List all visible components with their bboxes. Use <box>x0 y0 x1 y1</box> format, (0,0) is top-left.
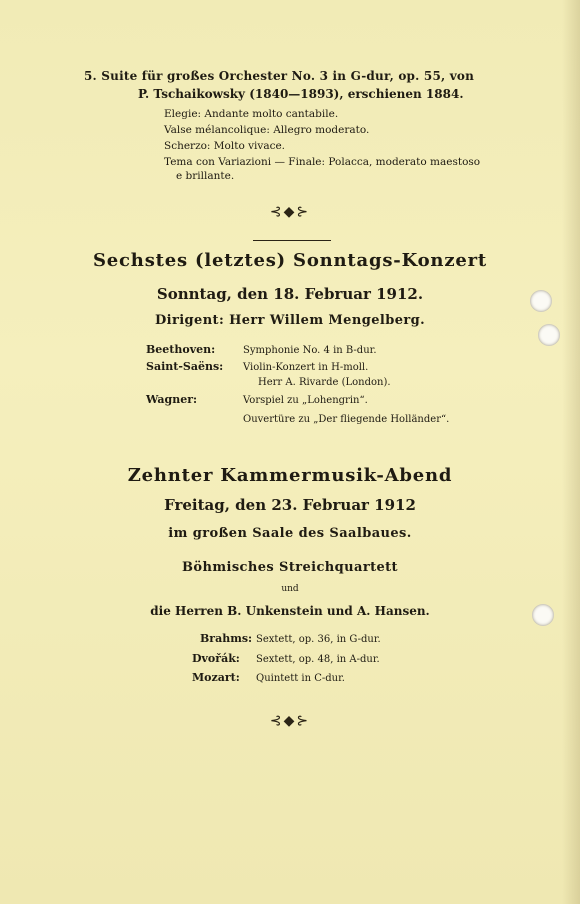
punch-hole <box>530 290 552 312</box>
ornament-divider-2: ⊰◆⊱ <box>269 713 311 729</box>
program-work: Violin-Konzert in H-moll. <box>243 362 369 373</box>
chamber10-ensemble: Böhmisches Streichquartett <box>182 560 398 575</box>
concert6-date: Sonntag, den 18. Februar 1912. <box>156 285 424 303</box>
program-work: Ouvertüre zu „Der fliegende Holländer“. <box>243 414 450 425</box>
ornament-divider-1: ⊰◆⊱ <box>269 204 311 220</box>
punch-hole <box>532 604 554 626</box>
item5-composer-line: P. Tschaikowsky (1840—1893), erschienen 1884. <box>138 87 464 101</box>
item5-heading: 5. Suite für großes Orchester No. 3 in G-dur, op. 55, von <box>84 69 475 83</box>
program-work: Quintett in C-dur. <box>256 673 345 684</box>
section-separator <box>253 240 331 241</box>
program-composer: Beethoven: <box>146 343 216 356</box>
program-composer: Mozart: <box>192 671 240 684</box>
movement-4: Tema con Variazioni — Finale: Polacca, moderato maestoso <box>164 156 481 168</box>
chamber10-title: Zehnter Kammermusik-Abend <box>127 465 453 486</box>
concert6-conductor: Dirigent: Herr Willem Mengelberg. <box>154 313 426 328</box>
conjunction-und: und <box>281 584 299 594</box>
program-composer: Brahms: <box>200 632 253 645</box>
program-work: Sextett, op. 48, in A-dur. <box>256 654 380 665</box>
movement-2: Valse mélancolique: Allegro moderato. <box>164 124 370 136</box>
program-composer: Dvořák: <box>192 652 240 665</box>
chamber10-venue: im großen Saale des Saalbaues. <box>168 526 412 541</box>
movement-3: Scherzo: Molto vivace. <box>164 140 286 152</box>
movement-1: Elegie: Andante molto cantabile. <box>164 108 339 120</box>
concert6-title: Sechstes (letztes) Sonntags-Konzert <box>93 250 487 271</box>
program-work: Vorspiel zu „Lohengrin“. <box>243 395 368 406</box>
punch-hole <box>538 324 560 346</box>
page-edge-shadow <box>562 0 580 904</box>
movement-4-cont: e brillante. <box>176 170 235 182</box>
program-composer: Saint-Saëns: <box>146 360 224 373</box>
program-soloist: Herr A. Rivarde (London). <box>258 377 391 388</box>
chamber10-date: Freitag, den 23. Februar 1912 <box>164 496 416 514</box>
program-composer: Wagner: <box>146 393 198 406</box>
program-work: Sextett, op. 36, in G-dur. <box>256 634 381 645</box>
chamber10-guests: die Herren B. Unkenstein und A. Hansen. <box>150 604 430 618</box>
program-work: Symphonie No. 4 in B-dur. <box>243 345 377 356</box>
